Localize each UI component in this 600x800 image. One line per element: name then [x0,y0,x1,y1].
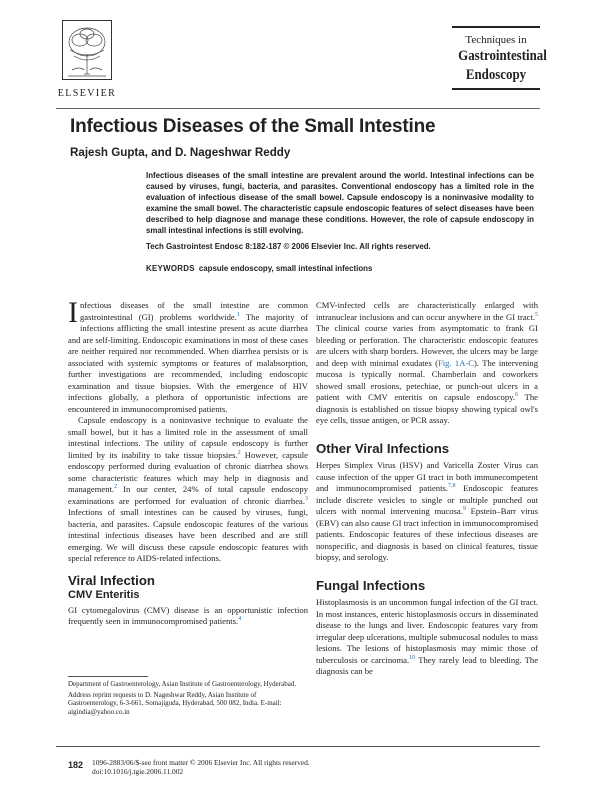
body-paragraph [316,460,538,564]
article-title: Infectious Diseases of the Small Intestine [70,116,436,137]
page-number: 182 [68,760,84,770]
reference-link[interactable]: 1 [236,311,240,318]
section-heading-viral: Viral Infection [68,572,155,588]
figure-link[interactable]: Fig. 1A-C [438,357,475,368]
section-heading-fungal: Fungal Infections [316,577,426,593]
keywords-value: capsule endoscopy, small intestinal infections [198,264,373,273]
text-span: The majority of infections afflicting the small intestine present as acute diarrhea and are self-limiting. Endoscopic examinations in most of these cases are neither required nor recommended. When diarrhea persists or is associated with systemic symptoms or features of malabsorption, further investigations are recommended, including endoscopic examination and tissue biopsies. With the emergence of HIV infections globally, a plethora of opportunistic infections are encountered in immunocompromised patients. [68,311,308,414]
journal-line-1: Techniques in [465,34,527,46]
text-span: In our center, 24% of total capsule endoscopy examinations are performed for evaluation of chronic diarrhea. [68,484,308,506]
body-column-right [316,300,538,678]
article-abstract: Infectious diseases of the small intestine are prevalent around the world. Intestinal infections can be caused by viruses, fungi, bacteria, and parasites. Conventional endoscopy has a limited role in the evaluation of infectious disease of the small bowel. Capsule endoscopy is a noninvasive modality to examine the small bowel. The characteristic capsule endoscopic features of select diseases have been described to help diagnose and manage these conditions. However, the role of capsule endoscopy in small intestinal infections is still evolving. [146,171,534,235]
section-heading-other-viral: Other Viral Infections [316,440,450,456]
text-span: The clinical course varies from asymptomatic to frank GI bleeding or perforation. The characteristic endoscopic features are ulcers with sharp borders. However, the ulcers may be large and deep with minimal exudates ( [316,323,538,368]
reference-link[interactable]: 10 [409,654,416,661]
keywords-label: KEYWORDS [146,264,195,273]
text-span: GI cytomegalovirus (CMV) disease is an opportunistic infection frequently seen in immunocompromised patients. [68,604,308,626]
journal-line-2: Gastrointestinal [458,48,547,64]
body-paragraph [316,300,538,427]
article-authors: Rajesh Gupta, and D. Nageshwar Reddy [70,146,291,159]
journal-badge [452,26,547,100]
reference-link[interactable]: 5 [535,311,538,318]
drop-cap: I [68,296,78,329]
text-span: Endoscopic features include discrete vesicles to single or multiple punched out ulcers with normal intervening mucosa. [316,483,539,516]
text-span: ). The intervening mucosa is typically normal. Chamberlain and coworkers showed small erosions, petechiae, or punch-out ulcers in a patient with CMV enteritis on capsule endoscopy. [316,357,538,402]
text-span: However, capsule endoscopy performed during evaluation of chronic diarrhea shows some characteristic features which may help in diagnosis and management. [68,449,308,494]
footnote-divider [68,676,148,677]
header-divider [56,108,540,109]
text-span: Herpes Simplex Virus (HSV) and Varicella Zoster Virus can cause infection of the upper GI tract in both immunecompetent and immunocompromised patients. [316,460,538,493]
text-span: Histoplasmosis is an uncommon fungal infection of the GI tract. In most instances, enteric histoplasmosis occurs in disseminated disease to the lungs and liver. Endoscopic features vary from irregular deep ulcerations, multiple submucosal nodules to mass lesions. The lesions of histoplasmosis may mimic those of tuberculosis or carcinoma. [316,597,538,665]
footer-divider [56,746,540,747]
reference-link[interactable]: 3 [305,495,308,502]
text-span: nfectious diseases of the small intestine are common gastrointestinal (GI) problems worldwide. [80,300,308,322]
reference-link[interactable]: 6 [515,392,519,399]
publisher-name: ELSEVIER [57,88,117,99]
text-span: CMV-infected cells are characteristically enlarged with intranuclear inclusions and can occur anywhere in the GI tract. [316,300,538,322]
elsevier-logo [56,20,118,104]
address-footnote: Address reprint requests to D. Nageshwar Reddy, Asian Institute of Gastroenterology, 6-3-661, Somajiguda, Hyderabad, 500 082, India. E-mail: aigindia@yahoo.co.in [68,690,282,716]
body-paragraph [68,415,308,565]
text-span: Epstein–Barr virus (EBV) can also cause GI tract infection in immunocompromised patients. Endoscopic features of these infectious diseases are nonspecific, and diagnosis is based on clinical features, tissue biopsy, and serology. [316,506,538,562]
body-column-left [68,296,308,628]
reference-link[interactable]: 4 [238,616,242,623]
keywords-line [146,264,534,273]
copyright-line: 1096-2883/06/$-see front matter © 2006 Elsevier Inc. All rights reserved. [92,758,310,767]
body-paragraph [316,597,538,678]
doi-line[interactable]: doi:10.1016/j.tgie.2006.11.002 [92,767,184,777]
affiliation-footnote: Department of Gastroenterology, Asian Institute of Gastroenterology, Hyderabad. [68,680,297,688]
reference-link[interactable]: 2 [237,449,241,456]
reference-link[interactable]: 9 [462,506,466,513]
text-span: Capsule endoscopy is a noninvasive technique to evaluate the small bowel, but it has a limited role in the assessment of small intestinal infections. The utility of capsule endoscopy is further limited by its inability to take tissue biopsies. [68,415,308,460]
reference-link[interactable]: 2 [114,484,118,491]
journal-rule-top [452,26,540,28]
body-paragraph [68,605,308,628]
journal-rule-bottom [452,88,540,90]
tree-logo-icon [62,20,112,80]
subsection-heading-cmv: CMV Enteritis [68,589,140,601]
text-span: They rarely lead to bleeding. The diagnosis can be [316,654,539,676]
text-span: The diagnosis is established on tissue biopsy showing typical owl's eye cells, tissue antigen, or PCR assay. [316,392,538,425]
text-span: Infections of small intestines can be caused by viruses, fungi, bacteria, and parasites. Capsule endoscopic features of the various intestinal infectious diseases have been described and are still emerging. We will discuss these capsule endoscopic features with special reference to AIDS-related infections. [68,507,308,563]
journal-line-3: Endoscopy [465,67,527,83]
article-citation: Tech Gastrointest Endosc 8:182-187 © 2006 Elsevier Inc. All rights reserved. [146,242,431,251]
intro-paragraph [68,296,308,415]
reference-link[interactable]: 7,8 [447,483,456,490]
footnotes [68,680,302,716]
imprint [92,758,310,777]
